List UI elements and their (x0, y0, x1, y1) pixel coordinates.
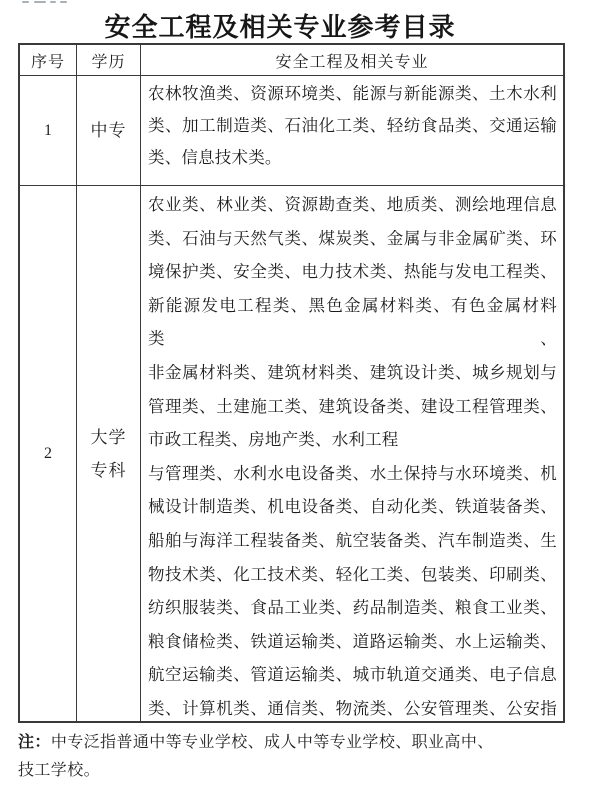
row-1-majors (141, 76, 563, 186)
majors-text-line: 物技术类、化工技术类、轻化工类、包装类、印刷类、 (148, 564, 557, 584)
row-2-education (77, 186, 141, 721)
header-education: 学历 (77, 45, 141, 76)
footnote-line-2: 技工学校。 (18, 762, 101, 779)
majors-text-line: 非金属材料类、建筑材料类、建筑设计类、城乡规划与 (148, 362, 557, 382)
majors-text-line: 与管理类、水利水电设备类、水土保持与水环境类、机 (148, 463, 557, 483)
majors-text-line: 农业类、林业类、资源勘查类、地质类、测绘地理信息 (148, 195, 557, 214)
majors-text-line: 类、石油与天然气类、煤炭类、金属与非金属矿类、环 (148, 228, 557, 248)
row-2-majors (141, 186, 563, 721)
majors-text-line: 粮食储检类、铁道运输类、道路运输类、水上运输类、 (148, 631, 557, 651)
education-label: 大学 (90, 427, 127, 447)
majors-text-line: 械设计制造类、机电设备类、自动化类、铁道装备类、 (148, 497, 557, 517)
education-label: 中专 (90, 121, 127, 140)
footnote-line-1 (18, 729, 584, 757)
footnote (18, 729, 584, 785)
majors-text-line: 类、加工制造类、石油化工类、轻纺食品类、交通运输 (148, 116, 557, 135)
page-title: 安全工程及相关专业参考目录 (104, 13, 456, 42)
majors-table (18, 43, 565, 723)
majors-text-line: 新能源发电工程类、黑色金属材料类、有色金属材料类、 (148, 295, 557, 349)
row-2-no: 2 (20, 186, 77, 721)
majors-text-line: 类、计算机类、通信类、物流类、公安管理类、公安指 (148, 698, 557, 718)
education-label: 专科 (90, 460, 127, 480)
note-label: 注： (18, 734, 51, 751)
clipped-text-fragments (0, 0, 120, 4)
header-majors: 安全工程及相关专业 (141, 45, 563, 76)
majors-text-line: 航空运输类、管道运输类、城市轨道交通类、电子信息 (148, 665, 557, 685)
row-1-education (77, 76, 141, 186)
majors-text-line: 管理类、土建施工类、建筑设备类、建设工程管理类、 (148, 396, 557, 416)
majors-text-line: 船舶与海洋工程装备类、航空装备类、汽车制造类、生 (148, 530, 557, 550)
note-text-line1: 中专泛指普通中等专业学校、成人中等专业学校、职业高中、 (50, 734, 494, 751)
majors-text-line: 境保护类、安全类、电力技术类、热能与发电工程类、 (148, 262, 557, 282)
majors-text-line: 农林牧渔类、资源环境类、能源与新能源类、土木水利 (148, 84, 557, 103)
header-no: 序号 (20, 45, 77, 76)
majors-text-line: 纺织服装类、食品工业类、药品制造类、粮食工业类、 (148, 598, 557, 618)
majors-text-line: 类、信息技术类。 (148, 148, 282, 167)
majors-text-line: 市政工程类、房地产类、水利工程 (148, 430, 399, 450)
row-1-no: 1 (20, 76, 77, 186)
